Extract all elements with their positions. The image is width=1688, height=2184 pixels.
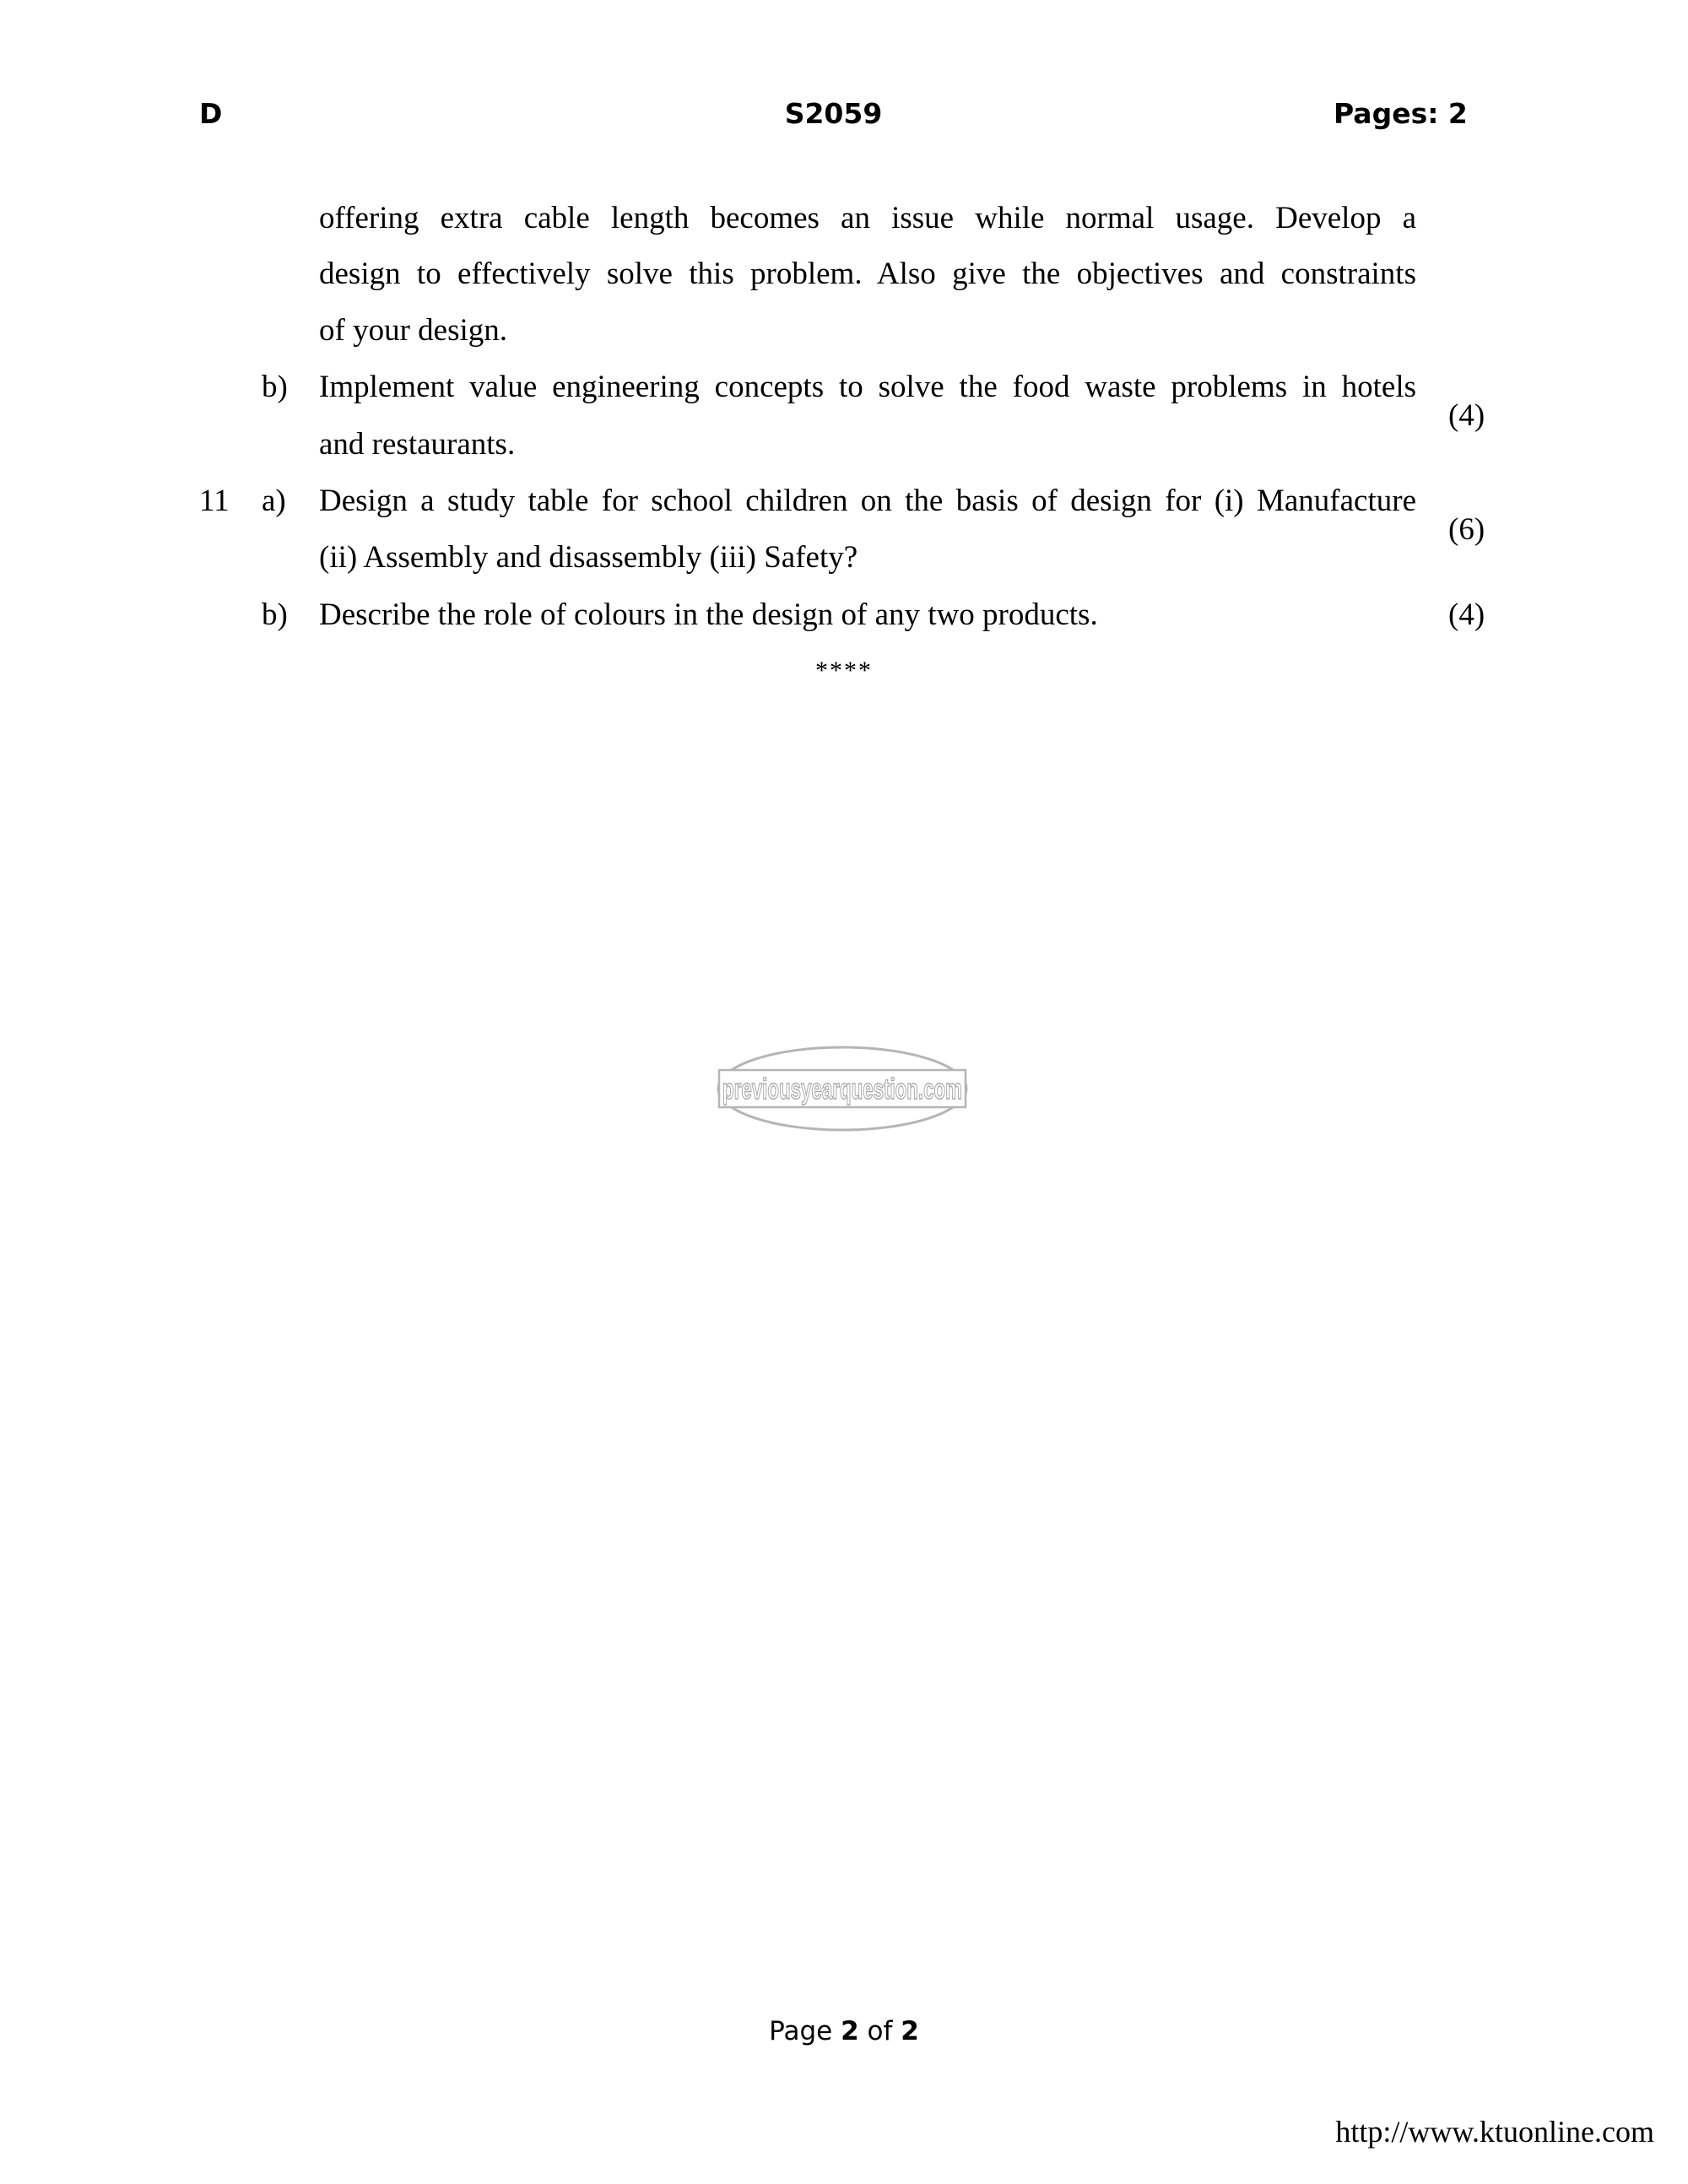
question-text-line: Implement value engineering concepts to solve the food waste problems in hotels (319, 370, 1416, 404)
continuation-line: of your design. (319, 313, 507, 348)
continuation-line: offering extra cable length becomes an issue while normal usage. Develop a (319, 201, 1416, 235)
svg-text:previousyearquestion.com: previousyearquestion.com (722, 1073, 962, 1106)
question-text-line: (ii) Assembly and disassembly (iii) Safety? (319, 540, 858, 575)
question-text-line: and restaurants. (319, 427, 516, 462)
footer-page-total: 2 (901, 2016, 919, 2046)
page-count: Pages: 2 (1334, 97, 1468, 130)
watermark-logo (716, 1045, 969, 1133)
exam-code: S2059 (784, 97, 883, 130)
continuation-line: design to effectively solve this problem. Also give the objectives and constraints (319, 257, 1416, 291)
question-letter: a) (262, 484, 286, 518)
question-text-line: Design a study table for school children on the basis of design for (i) Manufacture (319, 484, 1416, 518)
exam-set-label: D (199, 97, 223, 130)
question-text-line: Describe the role of colours in the design of any two products. (319, 597, 1098, 632)
end-marker: **** (815, 657, 873, 684)
page-footer (0, 2016, 1688, 2046)
footer-page-current: 2 (841, 2016, 859, 2046)
question-marks: (6) (1448, 512, 1485, 547)
footer-of-word: of (867, 2016, 893, 2046)
question-letter: b) (262, 597, 288, 632)
footer-page-word: Page (769, 2016, 833, 2046)
question-marks: (4) (1448, 398, 1485, 433)
question-marks: (4) (1448, 597, 1485, 632)
question-letter: b) (262, 370, 288, 404)
source-url: http://www.ktuonline.com (1335, 2115, 1654, 2149)
question-number: 11 (199, 484, 230, 518)
